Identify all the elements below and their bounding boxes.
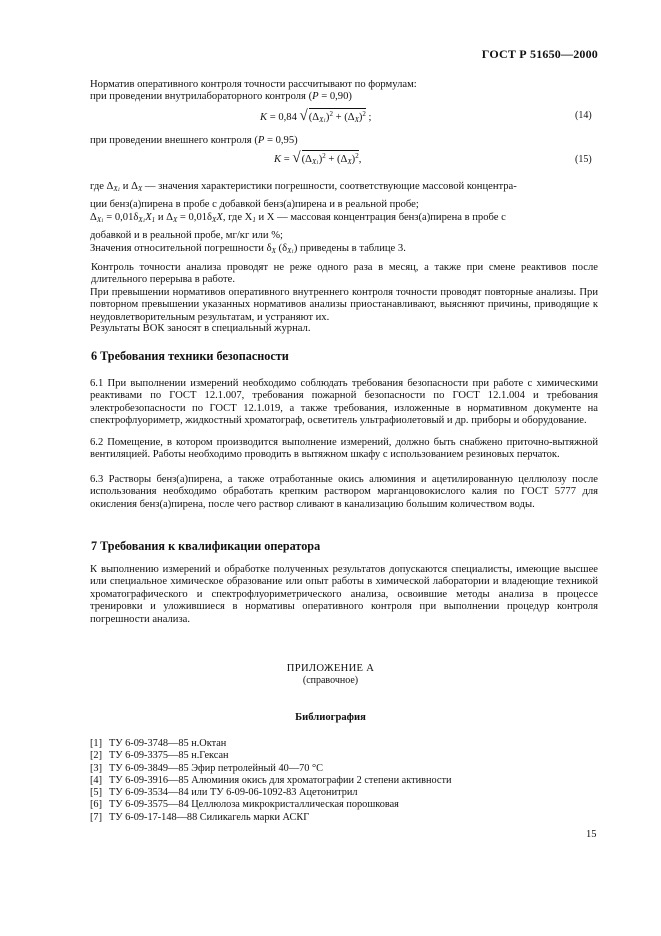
bibliography-list bbox=[90, 738, 451, 824]
bibliography-item: [1] ТУ 6-09-3748—85 н.Октан bbox=[90, 738, 227, 749]
where-line-1c: — значения характеристики погрешности, соответствующие массовой концентра- bbox=[142, 181, 517, 192]
sqrt-icon: √ bbox=[292, 150, 301, 166]
eq14-tail: ; bbox=[365, 112, 372, 123]
where-line-3f: и X — массовая концентрация бенз(а)пирена в пробе с bbox=[255, 212, 506, 224]
bibliography-title: Библиография bbox=[295, 712, 366, 723]
where-line-5c: ) приведены в таблице 3. bbox=[293, 243, 406, 255]
external-control-label: при проведении внешнего контроля ( bbox=[90, 135, 258, 146]
probability-symbol: P bbox=[312, 91, 319, 103]
probability-symbol-ext: P bbox=[257, 135, 265, 146]
probability-value: = 0,90) bbox=[318, 91, 352, 103]
where-clause: где $\Delta_{X1}$ и $\Delta_X$ — значения характеристики погрешности, соответствующие массовой концентра- ции бенз(а)пирена в пробе с добавкой бенз(а)пирена и в реальной пробе; $\Delta_{X1} = 0,01\delta_{X1}X_1$ и $\Delta_X = 0,01\delta_XX$, где $X_1$ и X — массовая концентрация бенз(а)пирена в пробе с добавкой и в реальной пробе, мг/кг или %; Значения относительной погрешности $\delta_X$ $(\delta_{X1})$ приведены в таблице 3. bbox=[90, 181, 517, 256]
probability-value-ext: = 0,95) bbox=[264, 135, 298, 146]
where-line-3d: = 0,01δ bbox=[177, 212, 213, 224]
where-line-3a: Δ bbox=[90, 212, 97, 224]
equation-14 bbox=[260, 108, 371, 125]
control-frequency-text: Контроль точности анализа проводят не реже одного раза в месяц, а также при смене реактивов после длительного перерыва в работе. bbox=[91, 262, 598, 286]
internal-control-label: при проведении внутрилабораторного контроля ( bbox=[90, 91, 313, 103]
section-6-title: 6 Требования техники безопасности bbox=[91, 349, 289, 363]
section-7-paragraph: К выполнению измерений и обработке полученных результатов допускаются специалисты, имеющие высшее или специальное химическое образование или опыт работы в химической лаборатории и владеющие техникой хроматографического и спектрофлуориметрического анализа, освоившие методы анализа в процессе тренировки и уложившиеся в нормативы оперативного контроля при выполнении процедур контроля погрешности анализа. bbox=[90, 564, 598, 625]
where-line-5a: Значения относительной погрешности δ bbox=[90, 243, 272, 255]
where-line-3c: и Δ bbox=[155, 212, 173, 224]
bibliography-item: [4] ТУ 6-09-3916—85 Алюминия окись для хроматографии 2 степени активности bbox=[90, 774, 452, 786]
where-line-5b: (δ bbox=[275, 243, 288, 255]
bibliography-item: [5] ТУ 6-09-3534—84 или ТУ 6-09-06-1092-83 Ацетонитрил bbox=[90, 787, 358, 799]
where-line-2: ции бенз(а)пирена в пробе с добавкой бенз(а)пирена и в реальной пробе; bbox=[90, 198, 419, 210]
formula-intro bbox=[90, 79, 598, 104]
appendix-title: ПРИЛОЖЕНИЕ А bbox=[286, 663, 375, 674]
equation-14-number: (14) bbox=[575, 110, 592, 121]
bibliography-item: [7] ТУ 6-09-17-148—88 Силикагель марки АСКГ bbox=[90, 811, 310, 823]
where-line-4: добавкой и в реальной пробе, мг/кг или %; bbox=[90, 229, 283, 241]
where-line-1a: где Δ bbox=[90, 181, 114, 192]
where-line-3e: , где X bbox=[222, 212, 253, 224]
paragraph-exceed: При превышении нормативов оперативного внутреннего контроля точности проводят повторные анализы. При повторном превышении указанных нормативов анализы приостанавливают, выясняют причины, приводящие к неудовлетворительным результатам, и устраняют их. bbox=[90, 287, 598, 323]
paragraph-journal: Результаты ВОК заносят в специальный журнал. bbox=[90, 323, 311, 334]
eq15-radicand: $(\Delta_{X1})^2 + (\Delta_X)^2$ bbox=[301, 152, 359, 166]
external-control-line bbox=[90, 135, 598, 147]
where-line-3b: = 0,01δ bbox=[103, 212, 139, 224]
section-6-3: 6.3 Растворы бенз(а)пирена, а также отработанные окись алюминия и ацетилированную целлюлозу после использования необходимо обработать крепким раствором марганцовокислого калия по ГОСТ 5777 для окисления бенз(а)пирена, после чего раствор сливают в канализацию большим количеством воды. bbox=[90, 474, 598, 510]
equation-15-number: (15) bbox=[575, 154, 592, 165]
section-6-1: 6.1 При выполнении измерений необходимо соблюдать требования безопасности при работе с химическими реактивами по ГОСТ 12.1.007, требования пожарной безопасности по ГОСТ 12.1.004 и требования электробезопасности по ГОСТ 12.1.019, а также требования, изложенные в нормативном документе на спектрофлуориметр, жидкостный хроматограф, осветитель ультрафиолетовый и др. приборы и оборудование. bbox=[90, 378, 598, 427]
bibliography-item: [6] ТУ 6-09-3575—84 Целлюлоза микрокристаллическая порошковая bbox=[90, 799, 399, 811]
equation-15 bbox=[274, 150, 361, 167]
appendix-subtitle: (справочное) bbox=[302, 675, 359, 686]
formula-intro-line: Норматив оперативного контроля точности рассчитывают по формулам: bbox=[90, 79, 417, 90]
eq15-lhs: K bbox=[274, 154, 282, 165]
standard-header: ГОСТ Р 51650—2000 bbox=[481, 47, 598, 61]
section-7-title: 7 Требования к квалификации оператора bbox=[91, 539, 321, 553]
bibliography-item: [2] ТУ 6-09-3375—85 н.Гексан bbox=[90, 750, 229, 762]
eq15-tail: , bbox=[358, 154, 362, 165]
eq15-equals: = bbox=[281, 154, 293, 165]
sqrt-icon: √ bbox=[299, 108, 308, 124]
paragraph-control-frequency bbox=[91, 262, 598, 287]
section-6-2: 6.2 Помещение, в котором производится выполнение измерений, должно быть снабжено приточно-вытяжной вентиляцией. Работы необходимо проводить в вытяжном шкафу с использованием резиновых перчаток. bbox=[90, 437, 598, 461]
eq14-lhs: K bbox=[260, 112, 268, 123]
eq14-coefficient: = 0,84 bbox=[267, 112, 300, 123]
page-number: 15 bbox=[586, 829, 597, 840]
bibliography-item: [3] ТУ 6-09-3849—85 Эфир петролейный 40—70 °С bbox=[90, 762, 323, 774]
eq14-radicand: $(\Delta_{X1})^2 + (\Delta_X)^2$ bbox=[308, 110, 366, 124]
where-line-1b: и Δ bbox=[120, 181, 138, 192]
